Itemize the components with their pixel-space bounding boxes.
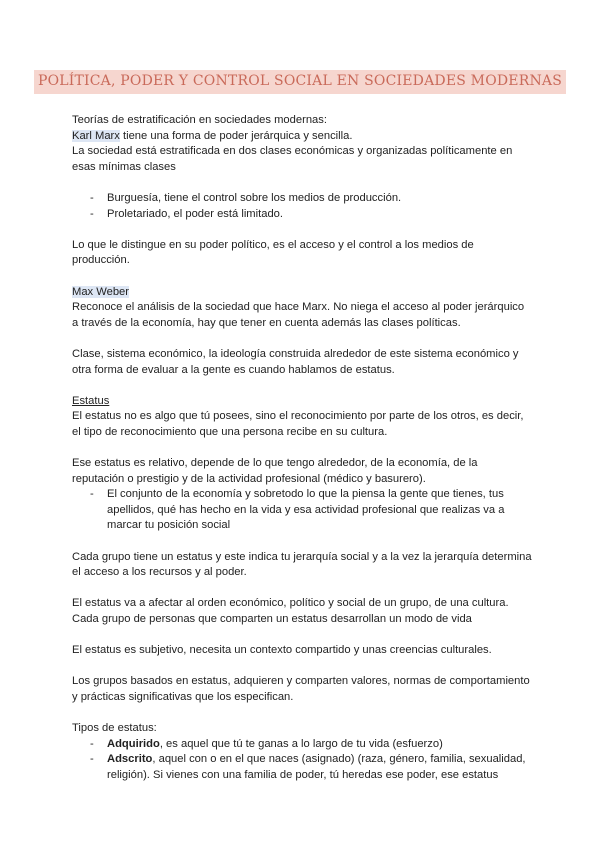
list-item-adquirido: [90, 737, 532, 753]
text-adscrito: , aquel con o en el que naces (asignado) (raza, género, familia, sexualidad, religión). Si vienes con una familia de poder, tú heredas ese poder, ese estatus: [107, 753, 526, 781]
paragraph-estatus-definition: El estatus no es algo que tú posees, sino el reconocimiento por parte de los otros, es decir, el tipo de reconocimiento que una persona recibe en su cultura.: [72, 410, 524, 438]
heading-estatus: [72, 394, 532, 410]
list-item: - Proletariado, el poder está limitado.: [90, 207, 532, 223]
tipos-list: [72, 737, 532, 784]
term-adquirido: Adquirido: [107, 737, 160, 750]
marx-text: tiene una forma de poder jerárquica y sencilla.: [119, 129, 353, 142]
paragraph-weber: Reconoce el análisis de la sociedad que hace Marx. No niega el acceso al poder jerárquico a través de la economía, hay que tener en cuenta además las clases políticas.: [72, 301, 525, 329]
paragraph-political-power: Lo que le distingue en su poder político, es el acceso y el control a los medios de producción.: [72, 238, 474, 267]
page-title: POLÍTICA, PODER Y CONTROL SOCIAL EN SOCIEDADES MODERNAS: [34, 70, 566, 94]
paragraph-estatus-subjective: El estatus es subjetivo, necesita un contexto compartido y unas creencias culturales.: [72, 644, 492, 657]
term-adscrito: Adscrito: [107, 753, 153, 766]
estatus-list: [72, 487, 532, 534]
heading-max-weber: [72, 285, 532, 301]
paragraph-class: Clase, sistema económico, la ideología construida alrededor de este sistema económico y otra forma de evaluar a la gente es cuando hablamos de estatus.: [72, 347, 519, 376]
estatus-heading-text: Estatus: [72, 394, 110, 407]
paragraph-marx: [72, 129, 532, 145]
list-item: - El conjunto de la economía y sobretodo lo que la piensa la gente que tienes, tus apellidos, qué has hecho en la vida y esa actividad profesional que realizas va a marcar tu posición social: [90, 487, 532, 534]
paragraph-stratification: La sociedad está estratificada en dos clases económicas y organizadas políticamente en esas mínimas clases: [72, 145, 513, 173]
paragraph-intro: Teorías de estratificación en sociedades modernas:: [72, 114, 327, 126]
paragraph-group-hierarchy: Cada grupo tiene un estatus y este indica tu jerarquía social y a la vez la jerarquía determina el acceso a los recursos y al poder.: [72, 550, 532, 579]
paragraph-estatus-effect: El estatus va a afectar al orden económico, político y social de un grupo, de una cultura. Cada grupo de personas que comparten un estatus desarrollan un modo de vida: [72, 597, 509, 625]
highlight-karl-marx: Karl Marx: [72, 129, 120, 142]
text-adquirido: , es aquel que tú te ganas a lo largo de tu vida (esfuerzo): [159, 737, 443, 750]
list-item-adscrito: [90, 752, 532, 783]
paragraph-status-groups: Los grupos basados en estatus, adquieren y comparten valores, normas de comportamiento y prácticas significativas que los especifican.: [72, 675, 530, 703]
document-body: [72, 113, 532, 784]
paragraph-tipos: Tipos de estatus:: [72, 722, 157, 735]
list-item: - Burguesía, tiene el control sobre los medios de producción.: [90, 191, 532, 207]
marx-class-list: [72, 191, 532, 222]
highlight-max-weber: Max Weber: [72, 285, 129, 298]
title-container: [0, 70, 600, 94]
paragraph-estatus-relative: Ese estatus es relativo, depende de lo que tengo alrededor, de la economía, de la reputación o prestigio y de la actividad profesional (médico y basurero).: [72, 457, 478, 485]
